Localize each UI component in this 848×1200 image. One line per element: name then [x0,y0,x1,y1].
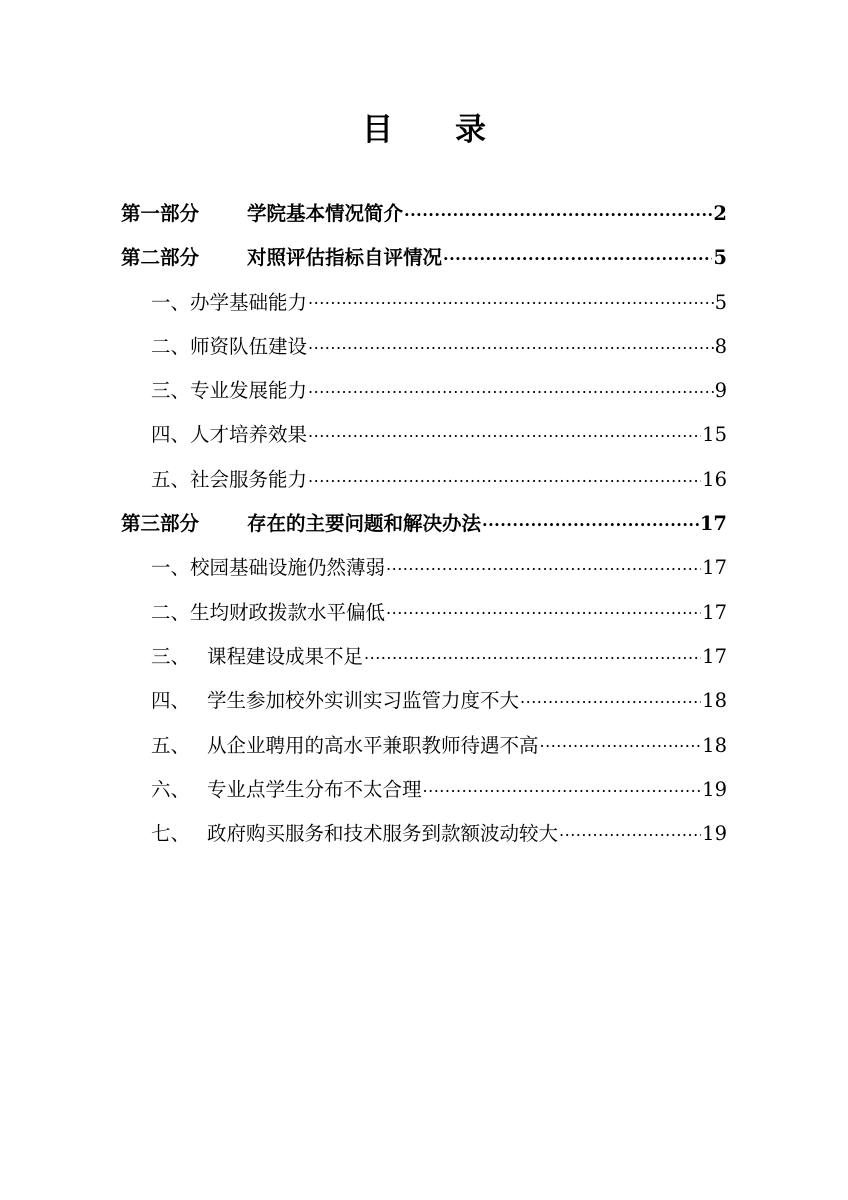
page-title-char: 目 [362,112,393,148]
toc-dot-leader [520,684,701,707]
toc-entry-number: 一、 [151,290,191,314]
toc-entry-number: 五、 [151,733,191,757]
toc-dot-leader [540,728,702,751]
page-title-char: 录 [455,112,486,148]
page-title [0,104,848,149]
toc-page-number: 18 [702,689,727,713]
toc-entry-number: 四、 [151,689,191,713]
toc-entry-number: 二、 [151,334,191,358]
toc-entry-number: 三、 [151,644,191,668]
toc-dot-leader [423,772,702,795]
table-of-contents [121,192,727,856]
toc-entry-number: 第一部分 [121,202,200,225]
toc-entry-title: 校园基础设施仍然薄弱 [190,556,386,580]
toc-dot-leader [308,374,714,397]
toc-entry-number: 七、 [151,822,191,846]
toc-dot-leader [308,418,701,441]
toc-entry-number: 第二部分 [121,246,200,270]
toc-entry-number: 三、 [151,379,191,403]
toc-section-entry[interactable] [121,236,727,280]
toc-subsection-entry[interactable] [121,546,727,590]
toc-entry-title: 师资队伍建设 [190,334,308,358]
toc-page-number: 5 [713,246,727,270]
toc-entry-title: 专业发展能力 [190,379,308,403]
toc-subsection-entry[interactable] [121,768,727,812]
toc-subsection-entry[interactable] [121,458,727,502]
toc-entry-number: 第三部分 [121,512,200,536]
toc-page-number: 19 [702,822,727,846]
toc-entry-title: 社会服务能力 [190,467,308,491]
toc-entry-title: 从企业聘用的高水平兼职教师待遇不高 [207,733,539,757]
toc-page-number: 19 [702,777,727,801]
toc-entry-title: 存在的主要问题和解决办法 [247,512,482,536]
toc-page-number: 16 [702,467,727,491]
toc-entry-number: 二、 [151,600,191,624]
toc-entry-title: 学院基本情况简介 [247,202,404,225]
toc-dot-leader [308,285,714,308]
toc-subsection-entry[interactable] [121,591,727,635]
toc-entry-title: 办学基础能力 [190,290,308,314]
toc-entry-title: 生均财政拨款水平偏低 [190,600,386,624]
toc-entry-title: 人才培养效果 [190,423,308,447]
toc-subsection-entry[interactable] [121,413,727,457]
toc-entry-number: 六、 [151,777,191,801]
toc-page-number: 17 [702,644,727,668]
toc-page-number: 17 [702,556,727,580]
toc-entry-title: 课程建设成果不足 [207,644,364,668]
toc-page-number: 2 [713,202,727,225]
toc-subsection-entry[interactable] [121,369,727,413]
toc-dot-leader [308,462,701,485]
toc-page-number: 17 [699,512,727,536]
toc-page-number: 17 [702,600,727,624]
toc-subsection-entry[interactable] [121,281,727,325]
toc-subsection-entry[interactable] [121,325,727,369]
toc-entry-title: 政府购买服务和技术服务到款额波动较大 [207,822,559,846]
toc-dot-leader [559,817,701,840]
toc-page-number: 5 [714,290,727,314]
toc-page-number: 9 [714,379,727,403]
toc-entry-title: 对照评估指标自评情况 [247,246,443,270]
toc-entry-number: 四、 [151,423,191,447]
toc-subsection-entry[interactable] [121,812,727,856]
toc-dot-leader [364,640,701,663]
toc-dot-leader [308,330,714,353]
toc-dot-leader [482,507,699,530]
toc-page-number: 18 [702,733,727,757]
toc-subsection-entry[interactable] [121,635,727,679]
toc-subsection-entry[interactable] [121,679,727,723]
toc-entry-number: 五、 [151,467,191,491]
toc-page-number: 8 [714,334,727,358]
toc-dot-leader [443,241,712,264]
toc-entry-title: 专业点学生分布不太合理 [207,777,422,801]
toc-entry-number: 一、 [151,556,191,580]
toc-dot-leader [404,197,712,220]
toc-section-entry[interactable] [121,502,727,546]
toc-subsection-entry[interactable] [121,724,727,768]
toc-section-entry[interactable] [121,192,727,236]
toc-dot-leader [386,551,701,574]
toc-page-number: 15 [702,423,727,447]
toc-entry-title: 学生参加校外实训实习监管力度不大 [207,689,520,713]
toc-dot-leader [386,595,701,618]
